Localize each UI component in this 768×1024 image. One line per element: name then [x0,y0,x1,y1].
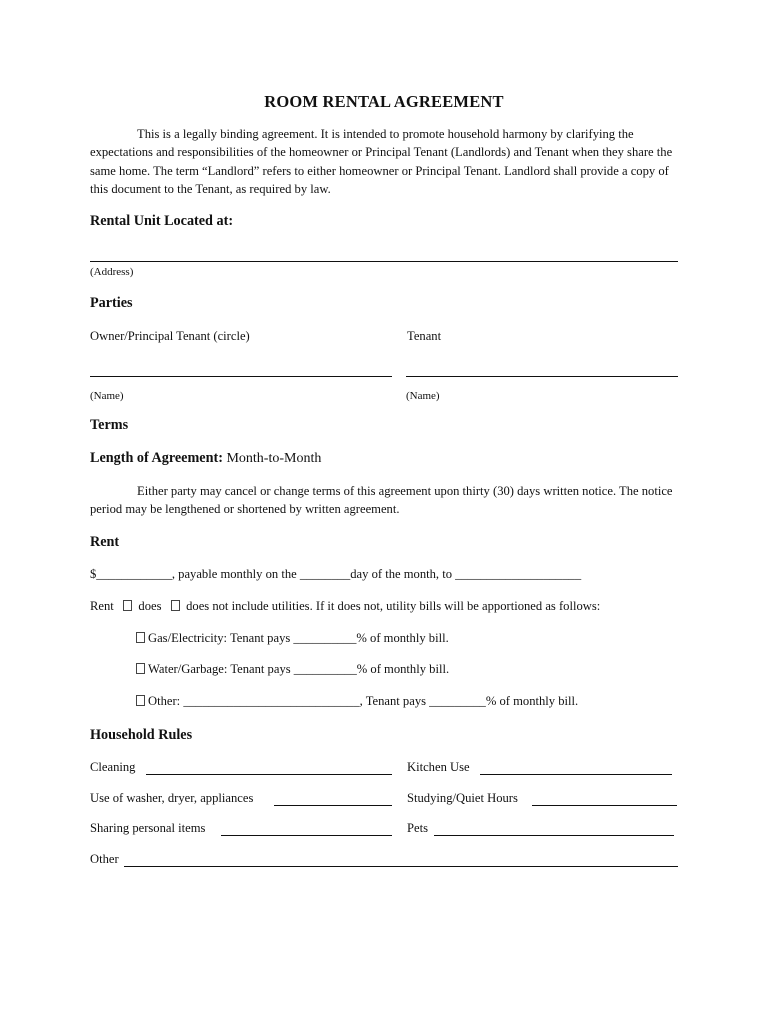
rent-heading: Rent [90,534,120,550]
water-garbage-row [136,662,449,677]
does-checkbox[interactable] [123,600,132,611]
length-value: Month-to-Month [226,451,322,466]
does-not-label: does not include utilities. If it does not, utility bills will be apportioned as follows: [186,599,601,613]
address-line[interactable] [90,261,678,262]
studying-label: Studying/Quiet Hours [407,791,518,805]
washer-line[interactable] [274,805,392,806]
tenant-name-line[interactable] [406,376,678,377]
does-label: does [138,599,162,613]
notice-text: Either party may cancel or change terms of this agreement upon thirty (30) days written notice. The notice period may be lengthened or shortened by written agreement. [90,484,673,517]
tenant-label: Tenant [407,329,442,343]
does-not-checkbox[interactable] [171,600,180,611]
gas-electricity-row [136,631,449,646]
other-utility-checkbox[interactable] [136,695,145,706]
pets-label: Pets [407,821,428,835]
kitchen-use-line[interactable] [480,774,672,775]
rent-word: Rent [90,599,114,613]
cleaning-label: Cleaning [90,760,136,774]
document-title: ROOM RENTAL AGREEMENT [264,92,504,111]
other-utility-row [136,694,578,709]
sharing-label: Sharing personal items [90,821,206,835]
gas-text: Gas/Electricity: Tenant pays __________% of monthly bill. [148,631,449,645]
rental-unit-heading: Rental Unit Located at: [90,213,234,229]
other-rule-line[interactable] [124,866,678,867]
kitchen-use-label: Kitchen Use [407,760,470,774]
water-text: Water/Garbage: Tenant pays __________% of monthly bill. [148,662,450,676]
gas-checkbox[interactable] [136,632,145,643]
other-rule-label: Other [90,852,119,866]
length-of-agreement [90,450,321,467]
notice-paragraph [90,482,682,519]
address-caption: (Address) [90,266,134,278]
other-utility-text: Other: ____________________________, Tenant pays _________% of monthly bill. [148,694,579,708]
water-checkbox[interactable] [136,663,145,674]
washer-label: Use of washer, dryer, appliances [90,791,254,805]
intro-text: This is a legally binding agreement. It is intended to promote household harmony by clarifying the expectations and responsibilities of the homeowner or Principal Tenant (Landlords) and Tenant when they share the same home. The term “Landlord” refers to either homeowner or Principal Tenant. Landlord shall provide a copy of this document to the Tenant, as required by law. [90,127,673,196]
sharing-line[interactable] [221,835,392,836]
pets-line[interactable] [434,835,674,836]
tenant-name-caption: (Name) [406,390,440,402]
studying-line[interactable] [532,805,677,806]
household-rules-heading: Household Rules [90,727,193,743]
parties-heading: Parties [90,295,133,311]
cleaning-line[interactable] [146,774,392,775]
owner-name-line[interactable] [90,376,392,377]
intro-paragraph [90,125,682,198]
length-label: Length of Agreement: [90,450,223,466]
owner-label: Owner/Principal Tenant (circle) [90,329,250,343]
terms-heading: Terms [90,417,129,433]
rent-payment-line[interactable]: $____________, payable monthly on the ________day of the month, to ____________________ [90,567,582,581]
rent-utilities-line [90,599,600,614]
owner-name-caption: (Name) [90,390,124,402]
